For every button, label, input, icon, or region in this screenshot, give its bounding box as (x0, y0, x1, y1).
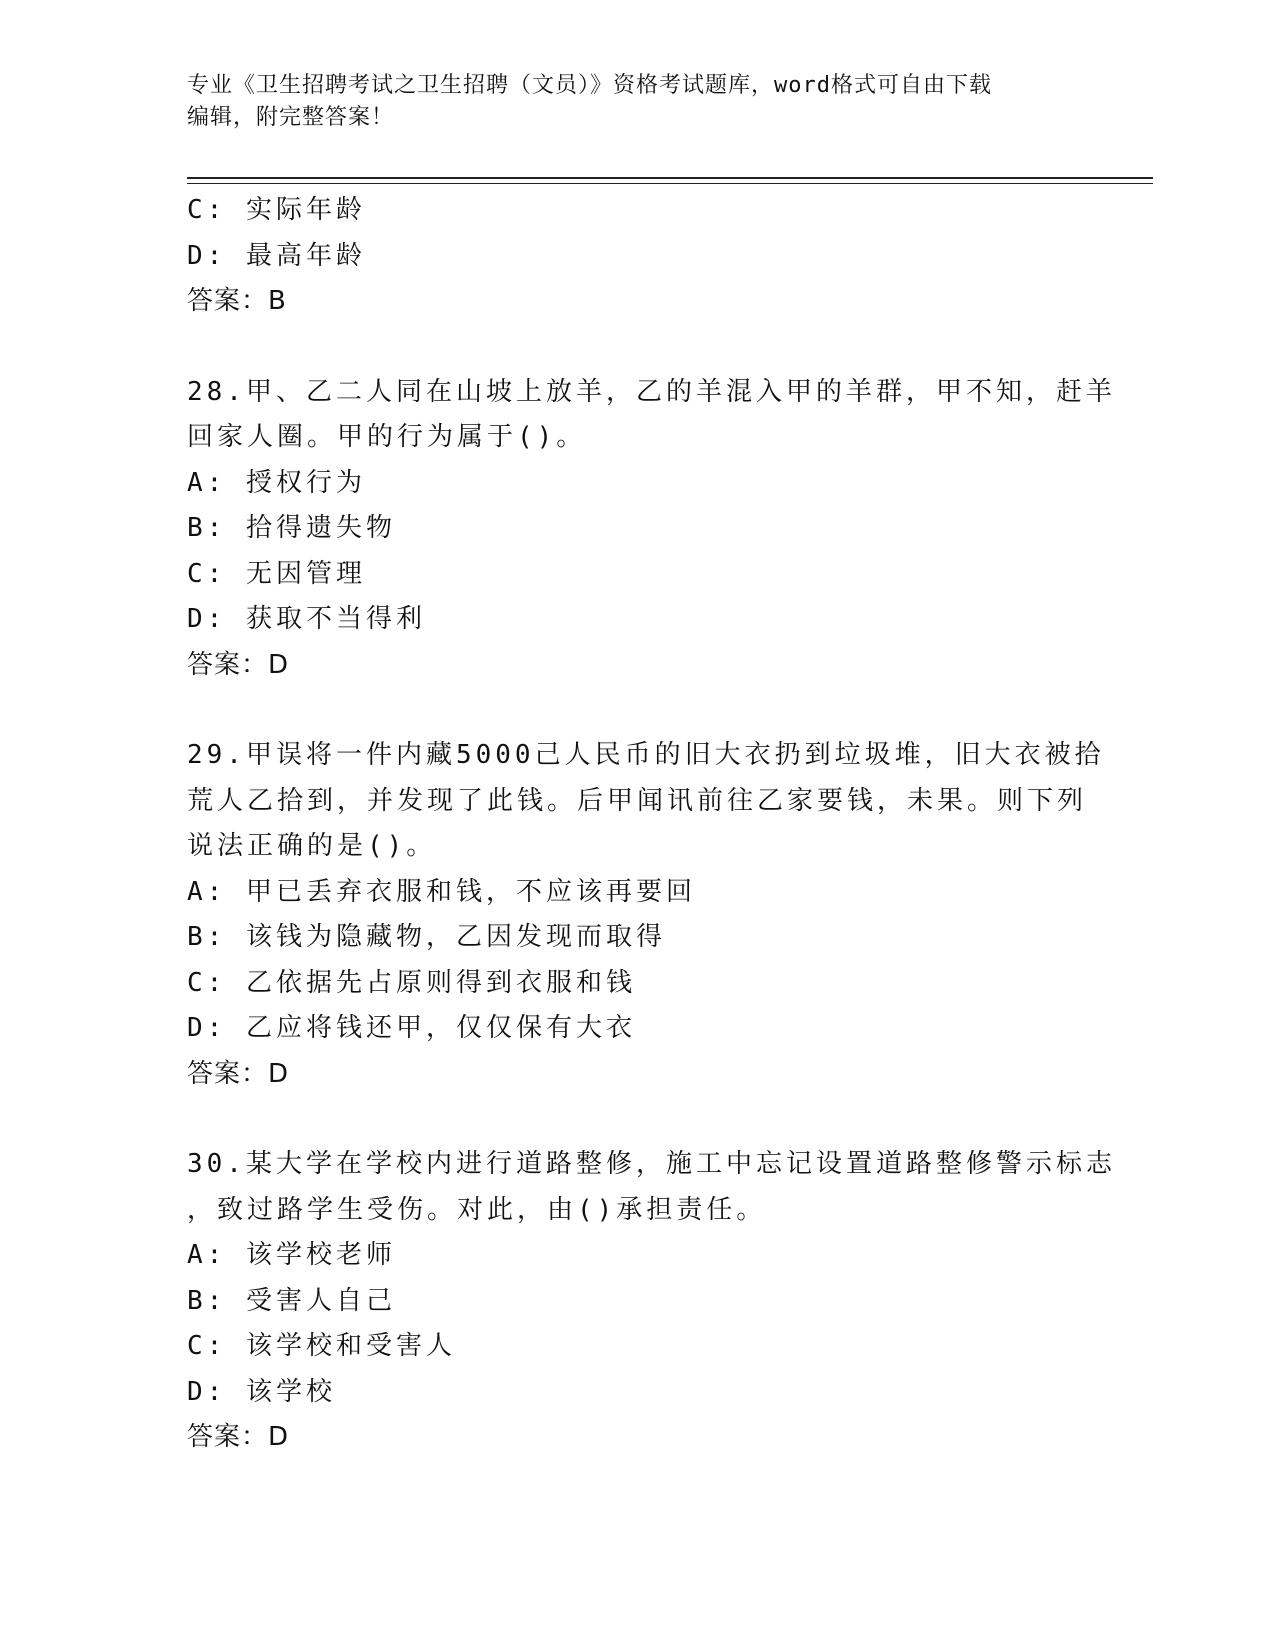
question-28 (187, 370, 1116, 689)
option-d: D: 最高年龄 (187, 240, 366, 271)
question-text: 回家人圈。甲的行为属于()。 (187, 422, 587, 452)
header-line-1: 专业《卫生招聘考试之卫生招聘（文员）》资格考试题库，word格式可自由下载 (187, 73, 992, 98)
header-rule-thick (187, 177, 1153, 179)
option-a: A: 甲已丢弃衣服和钱，不应该再要回 (187, 876, 696, 907)
question-text: ，致过路学生受伤。对此，由()承担责任。 (187, 1194, 767, 1225)
option-a: A: 授权行为 (187, 467, 366, 498)
header-rule-thin (187, 183, 1153, 184)
question-text: 28.甲、乙二人同在山坡上放羊，乙的羊混入甲的羊群，甲不知，赶羊 (187, 376, 1116, 407)
option-b: B: 拾得遗失物 (187, 513, 396, 543)
question-text: 29.甲误将一件内藏5000己人民币的旧大衣扔到垃圾堆，旧大衣被拾 (187, 740, 1105, 770)
question-text: 说法正确的是()。 (187, 831, 437, 861)
answer-line: 答案：D (187, 1422, 290, 1452)
question-30 (187, 1142, 1116, 1461)
answer-line: 答案：D (187, 649, 290, 680)
option-d: D: 乙应将钱还甲，仅仅保有大衣 (187, 1013, 636, 1043)
option-b: B: 该钱为隐藏物，乙因发现而取得 (187, 922, 666, 952)
option-c: C: 实际年龄 (187, 195, 366, 225)
question-text: 30.某大学在学校内进行道路整修，施工中忘记设置道路整修警示标志 (187, 1149, 1116, 1179)
answer-line: 答案：D (187, 1058, 290, 1089)
question-27-tail (187, 188, 1087, 325)
answer-line: 答案：B (187, 286, 287, 316)
option-c: C: 乙依据先占原则得到衣服和钱 (187, 967, 636, 998)
question-list (187, 188, 1116, 1461)
question-29 (187, 733, 1105, 1097)
option-d: D: 获取不当得利 (187, 604, 426, 634)
question-text: 荒人乙拾到，并发现了此钱。后甲闻讯前往乙家要钱，未果。则下列 (187, 785, 1088, 816)
option-c: C: 该学校和受害人 (187, 1331, 456, 1361)
option-a: A: 该学校老师 (187, 1240, 396, 1270)
header-line-2: 编辑，附完整答案！ (187, 105, 395, 130)
option-c: C: 无因管理 (187, 558, 366, 589)
option-b: B: 受害人自己 (187, 1285, 396, 1316)
option-d: D: 该学校 (187, 1376, 336, 1407)
document-header (187, 70, 1067, 134)
